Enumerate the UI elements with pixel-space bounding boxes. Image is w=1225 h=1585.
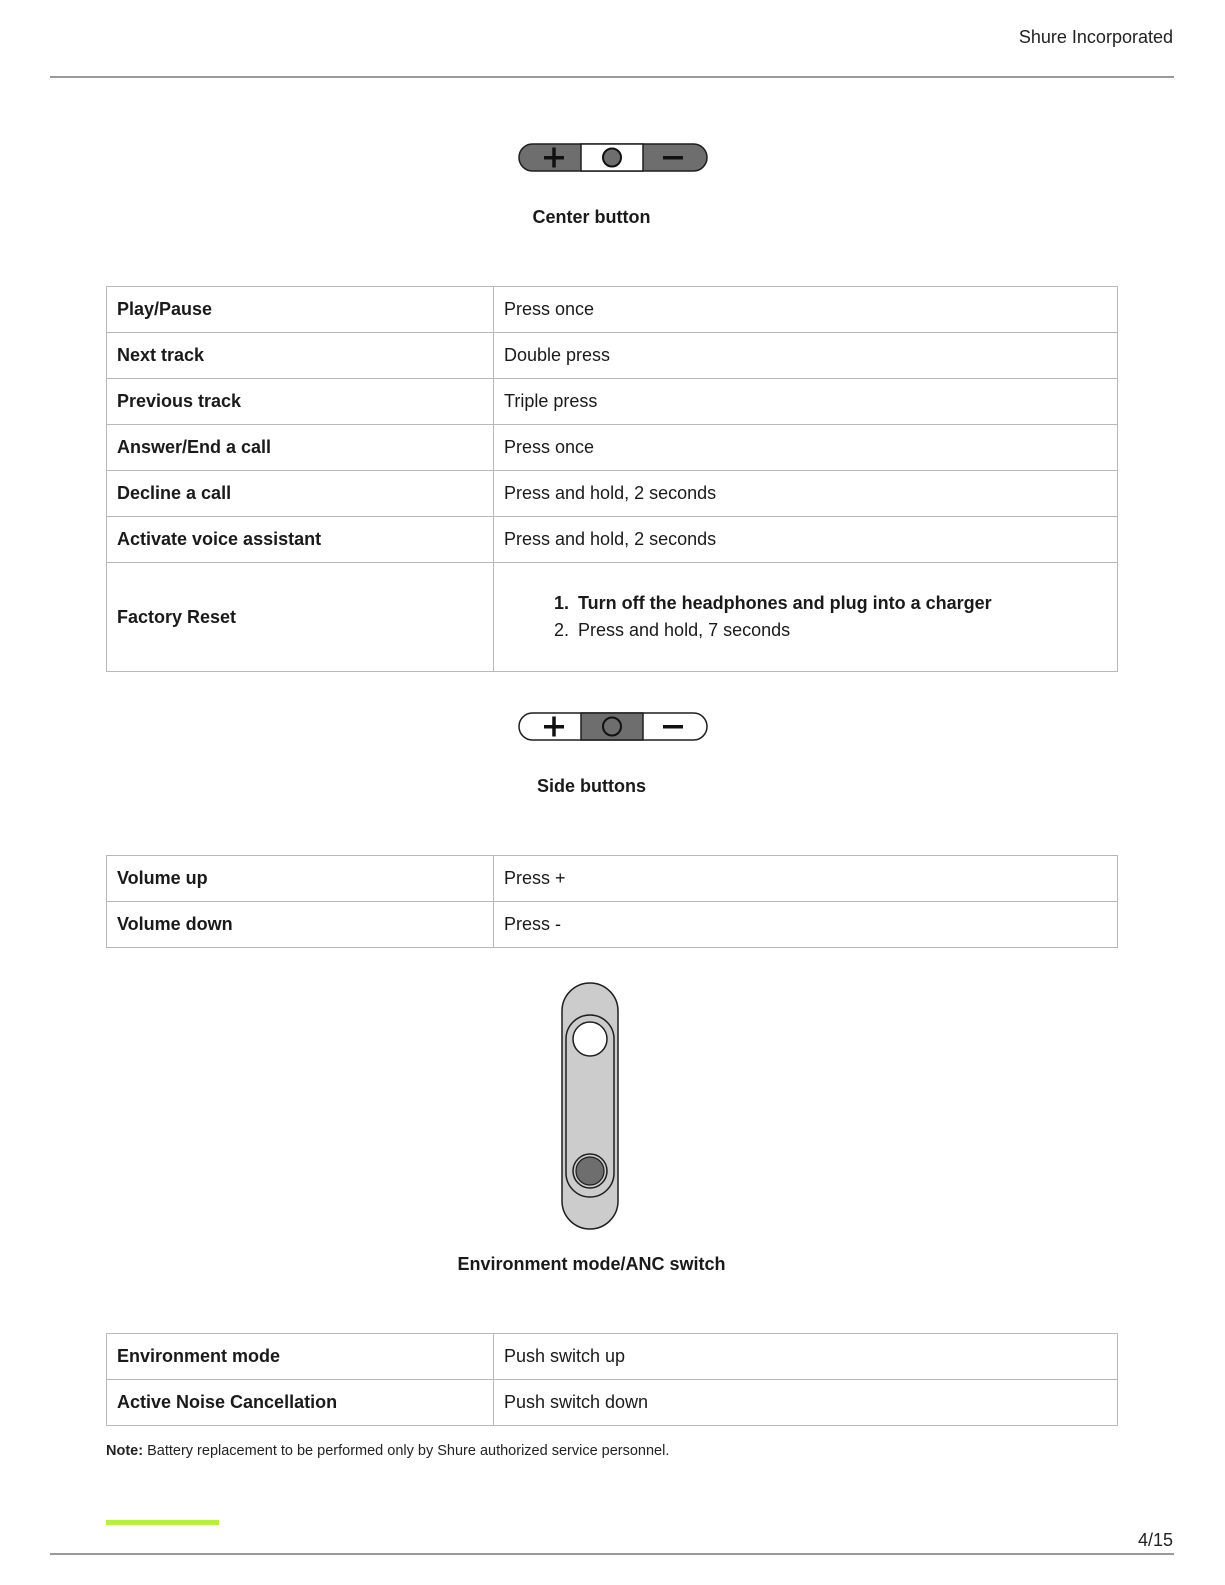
factory-reset-steps: [504, 590, 1107, 644]
action-label: Factory Reset: [107, 563, 494, 672]
side-buttons-caption: Side buttons: [537, 776, 646, 796]
table-row: [107, 902, 1118, 948]
button-bar-center-highlighted-icon: [518, 143, 708, 173]
action-value: Double press: [494, 333, 1118, 379]
action-value: Press and hold, 2 seconds: [494, 471, 1118, 517]
table-row: [107, 517, 1118, 563]
action-value: Triple press: [494, 379, 1118, 425]
action-label: Play/Pause: [107, 287, 494, 333]
action-value: Press +: [494, 856, 1118, 902]
action-label: Decline a call: [107, 471, 494, 517]
list-item: 1. Turn off the headphones and plug into a charger: [574, 590, 1107, 617]
note-text: Battery replacement to be performed only by Shure authorized service personnel.: [143, 1443, 670, 1459]
action-value: [494, 563, 1118, 672]
table-row: [107, 425, 1118, 471]
action-label: Previous track: [107, 379, 494, 425]
button-bar-sides-highlighted-icon: [518, 712, 708, 742]
header-rule: [50, 76, 1174, 78]
battery-note: [106, 1443, 669, 1459]
action-label: Answer/End a call: [107, 425, 494, 471]
side-buttons-table: [106, 855, 1118, 948]
list-item: 2. Press and hold, 7 seconds: [574, 617, 1107, 644]
table-row: [107, 379, 1118, 425]
table-row: [107, 471, 1118, 517]
anc-switch-caption: Environment mode/ANC switch: [457, 1254, 726, 1274]
table-row: [107, 1380, 1118, 1426]
table-row: [107, 287, 1118, 333]
action-label: Volume down: [107, 902, 494, 948]
action-value: Press and hold, 2 seconds: [494, 517, 1118, 563]
action-label: Activate voice assistant: [107, 517, 494, 563]
table-row: [107, 563, 1118, 672]
anc-switch-icon: [560, 981, 620, 1231]
company-name: Shure Incorporated: [1018, 27, 1173, 47]
page-number: 4/15: [1137, 1530, 1173, 1550]
action-value: Push switch up: [494, 1334, 1118, 1380]
action-label: Next track: [107, 333, 494, 379]
side-buttons-figure: [0, 712, 1225, 742]
table-row: [107, 1334, 1118, 1380]
action-value: Press once: [494, 425, 1118, 471]
center-button-figure: [0, 143, 1225, 173]
action-label: Active Noise Cancellation: [107, 1380, 494, 1426]
action-label: Volume up: [107, 856, 494, 902]
anc-switch-table: [106, 1333, 1118, 1426]
action-label: Environment mode: [107, 1334, 494, 1380]
action-value: Push switch down: [494, 1380, 1118, 1426]
footer-rule: [50, 1553, 1174, 1555]
table-row: [107, 333, 1118, 379]
accent-bar: [106, 1520, 219, 1525]
anc-switch-figure: [0, 981, 1225, 1231]
table-row: [107, 856, 1118, 902]
center-button-table: [106, 286, 1118, 672]
center-button-caption: Center button: [532, 207, 651, 227]
note-label: Note:: [106, 1443, 144, 1459]
action-value: Press once: [494, 287, 1118, 333]
action-value: Press -: [494, 902, 1118, 948]
